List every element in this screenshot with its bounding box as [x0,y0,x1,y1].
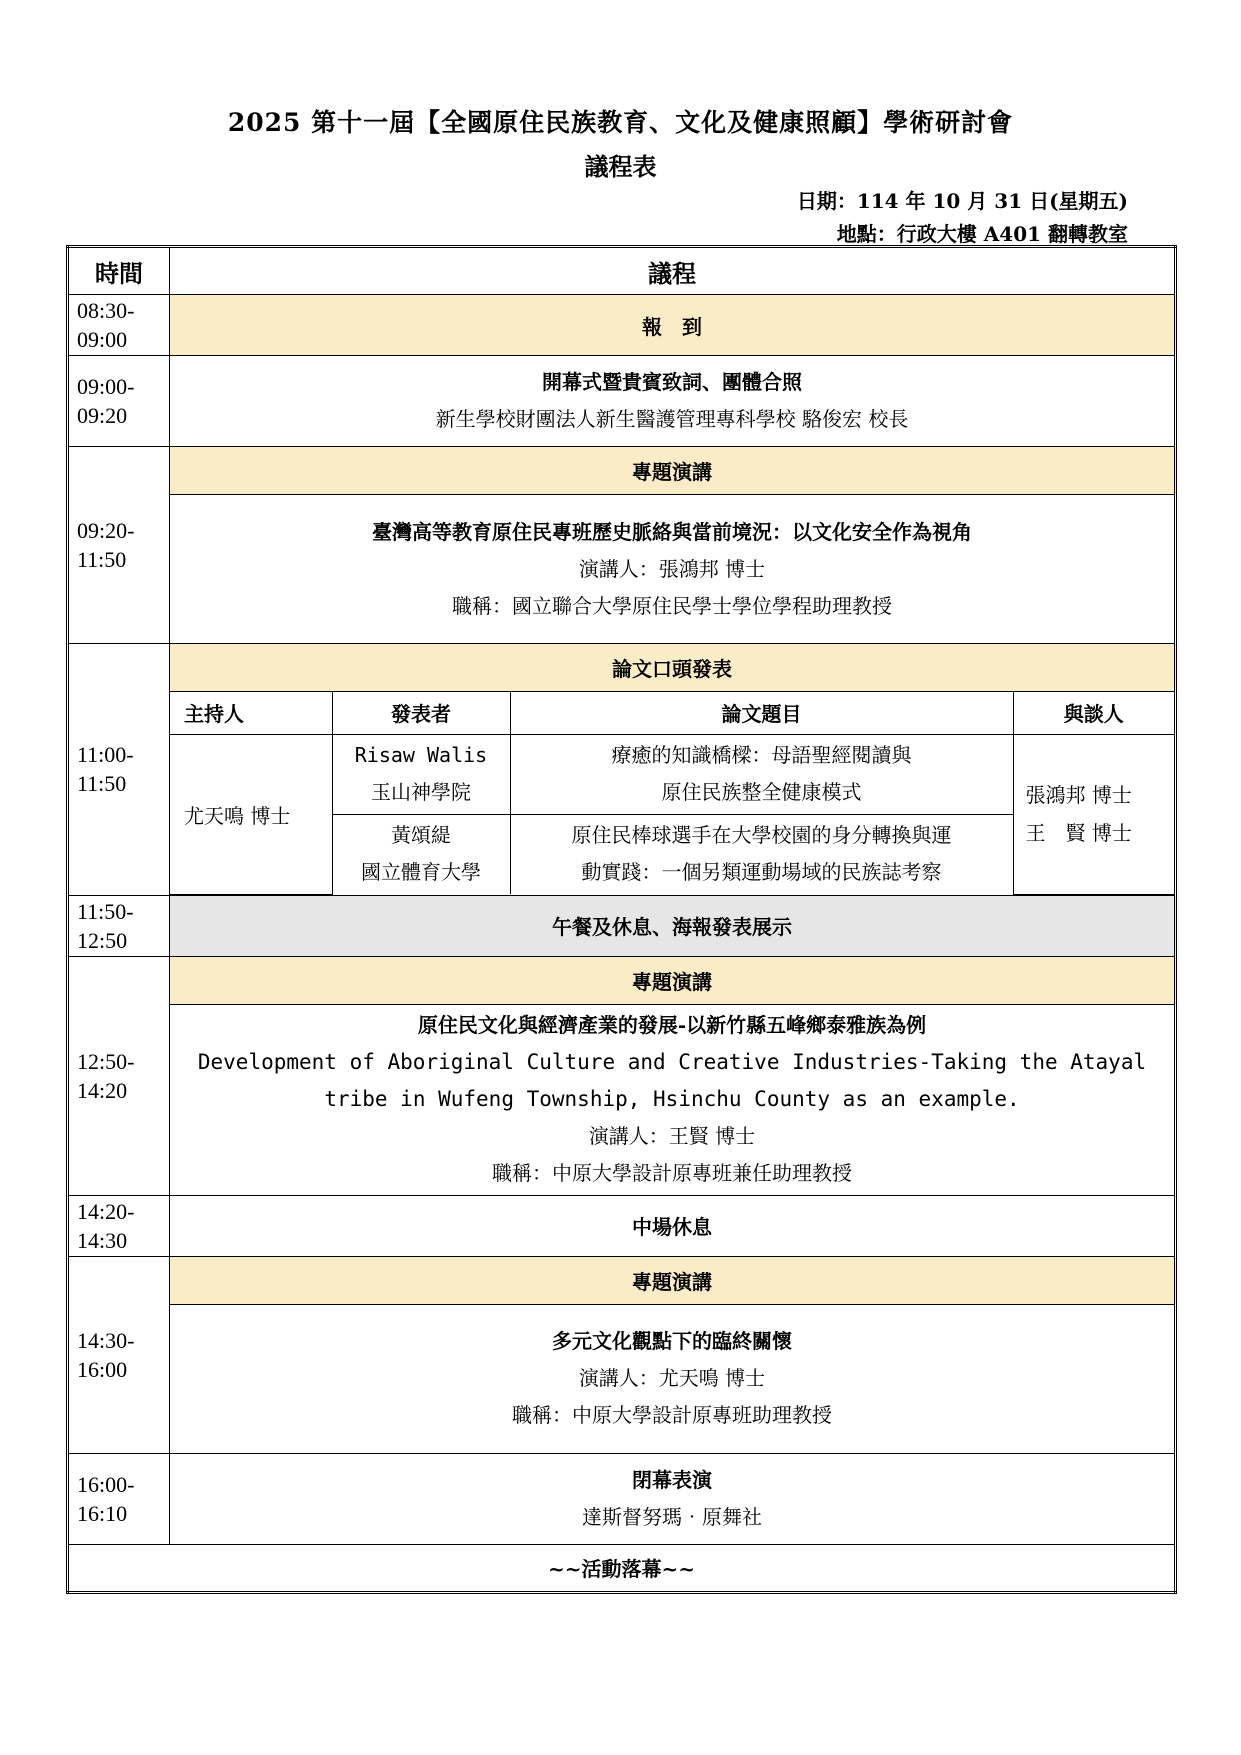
closing-title: 閉幕表演 [632,1467,712,1492]
keynote1-topic: 臺灣高等教育原住民專班歷史脈絡與當前境況：以文化安全作為視角 [372,519,972,544]
oral-cell [170,692,1176,896]
time-cell: 09:00- 09:20 [68,356,170,447]
closing-performer: 達斯督努瑪‧原舞社 [582,1504,762,1529]
row-keynote2-band [68,956,1176,1004]
discussant2: 王 賢 博士 [1025,821,1132,845]
keynote3-position: 職稱：中原大學設計原專班助理教授 [512,1403,832,1427]
header-time: 時間 [68,247,170,295]
header-agenda: 議程 [170,247,1176,295]
event-place: 地點：行政大樓 A401 翻轉教室 [836,222,1128,246]
opening-speaker: 新生學校財團法人新生醫護管理專科學校 駱俊宏 校長 [435,407,909,431]
keynote2-position: 職稱：中原大學設計原專班兼任助理教授 [492,1161,852,1185]
page-subtitle: 議程表 [584,152,657,181]
keynote2-english-line1: Development of Aboriginal Culture and Creative Industries-Taking the Atayal [197,1050,1147,1074]
time-cell: 16:00- 16:10 [68,1453,170,1544]
checkin-title: 報 到 [170,295,1176,356]
break-title: 中場休息 [170,1195,1176,1256]
presenter1-name: Risaw Walis [354,743,488,767]
time-cell: 09:20- 11:50 [68,447,170,644]
chair-cell: 尤天鳴 博士 [170,734,332,894]
end-title: ~~活動落幕~~ [68,1544,1176,1592]
row-closing [68,1453,1176,1544]
paper2-line1: 原住民棒球選手在大學校園的身分轉換與運 [571,823,952,848]
time-cell: 08:30- 09:00 [68,295,170,356]
time-cell: 12:50- 14:20 [68,956,170,1195]
row-keynote1 [68,495,1176,644]
keynote3-cell [170,1304,1176,1453]
keynote3-topic: 多元文化觀點下的臨終關懷 [552,1329,792,1353]
keynote2-speaker: 演講人：王賢 博士 [588,1124,756,1148]
row-keynote2 [68,1004,1176,1195]
keynote1-band: 專題演講 [170,447,1176,495]
col-discussant: 與談人 [1013,692,1174,734]
page-title: 2025 第十一屆【全國原住民族教育、文化及健康照顧】學術研討會 [227,108,1014,137]
row-lunch [68,895,1176,956]
table-header-row [68,247,1176,295]
time-cell: 11:50- 12:50 [68,895,170,956]
row-end [68,1544,1176,1592]
row-checkin [68,295,1176,356]
paper1-line2: 原住民族整全健康模式 [661,780,862,804]
presenter2-org: 國立體育大學 [361,860,481,885]
time-cell: 14:20- 14:30 [68,1195,170,1256]
paper-cell [510,814,1013,894]
col-paper: 論文題目 [510,692,1013,734]
paper-cell [510,734,1013,814]
row-break [68,1195,1176,1256]
agenda-table [66,245,1177,1594]
row-keynote3 [68,1304,1176,1453]
oral-table [170,692,1174,895]
row-opening [68,356,1176,447]
keynote3-band: 專題演講 [170,1256,1176,1304]
col-chair: 主持人 [170,692,332,734]
keynote2-band: 專題演講 [170,956,1176,1004]
oral-header-row [170,692,1174,734]
row-oral [68,692,1176,896]
keynote1-speaker: 演講人：張鴻邦 博士 [578,556,766,581]
keynote3-speaker: 演講人：尤天鳴 博士 [578,1366,766,1390]
time-cell: 14:30- 16:00 [68,1256,170,1453]
lunch-title: 午餐及休息、海報發表展示 [170,895,1176,956]
keynote2-cell [170,1004,1176,1195]
keynote1-cell [170,495,1176,644]
paper1-line1: 療癒的知識橋樑：母語聖經閱讀與 [611,743,912,767]
closing-cell [170,1453,1176,1544]
discussant1: 張鴻邦 博士 [1025,783,1132,807]
row-keynote1-band [68,447,1176,495]
opening-cell [170,356,1176,447]
presenter-cell [332,734,510,814]
row-keynote3-band [68,1256,1176,1304]
presenter2-name: 黃頌緹 [391,823,451,848]
col-presenter: 發表者 [332,692,510,734]
keynote1-position: 職稱：國立聯合大學原住民學士學位學程助理教授 [452,593,892,618]
presenter1-org: 玉山神學院 [371,780,471,804]
keynote2-topic: 原住民文化與經濟產業的發展-以新竹縣五峰鄉泰雅族為例 [417,1013,927,1037]
event-date: 日期：114 年 10 月 31 日(星期五) [796,189,1128,213]
paper2-line2: 動實踐：一個另類運動場域的民族誌考察 [581,860,942,885]
table-row [170,734,1174,814]
presenter-cell [332,814,510,894]
discussant-cell [1013,734,1174,894]
keynote2-english-line2: tribe in Wufeng Township, Hsinchu County as an example. [324,1087,1020,1111]
row-oral-band [68,644,1176,692]
time-cell: 11:00- 11:50 [68,644,170,896]
oral-band: 論文口頭發表 [170,644,1176,692]
opening-title: 開幕式暨貴賓致詞、團體合照 [542,370,802,394]
